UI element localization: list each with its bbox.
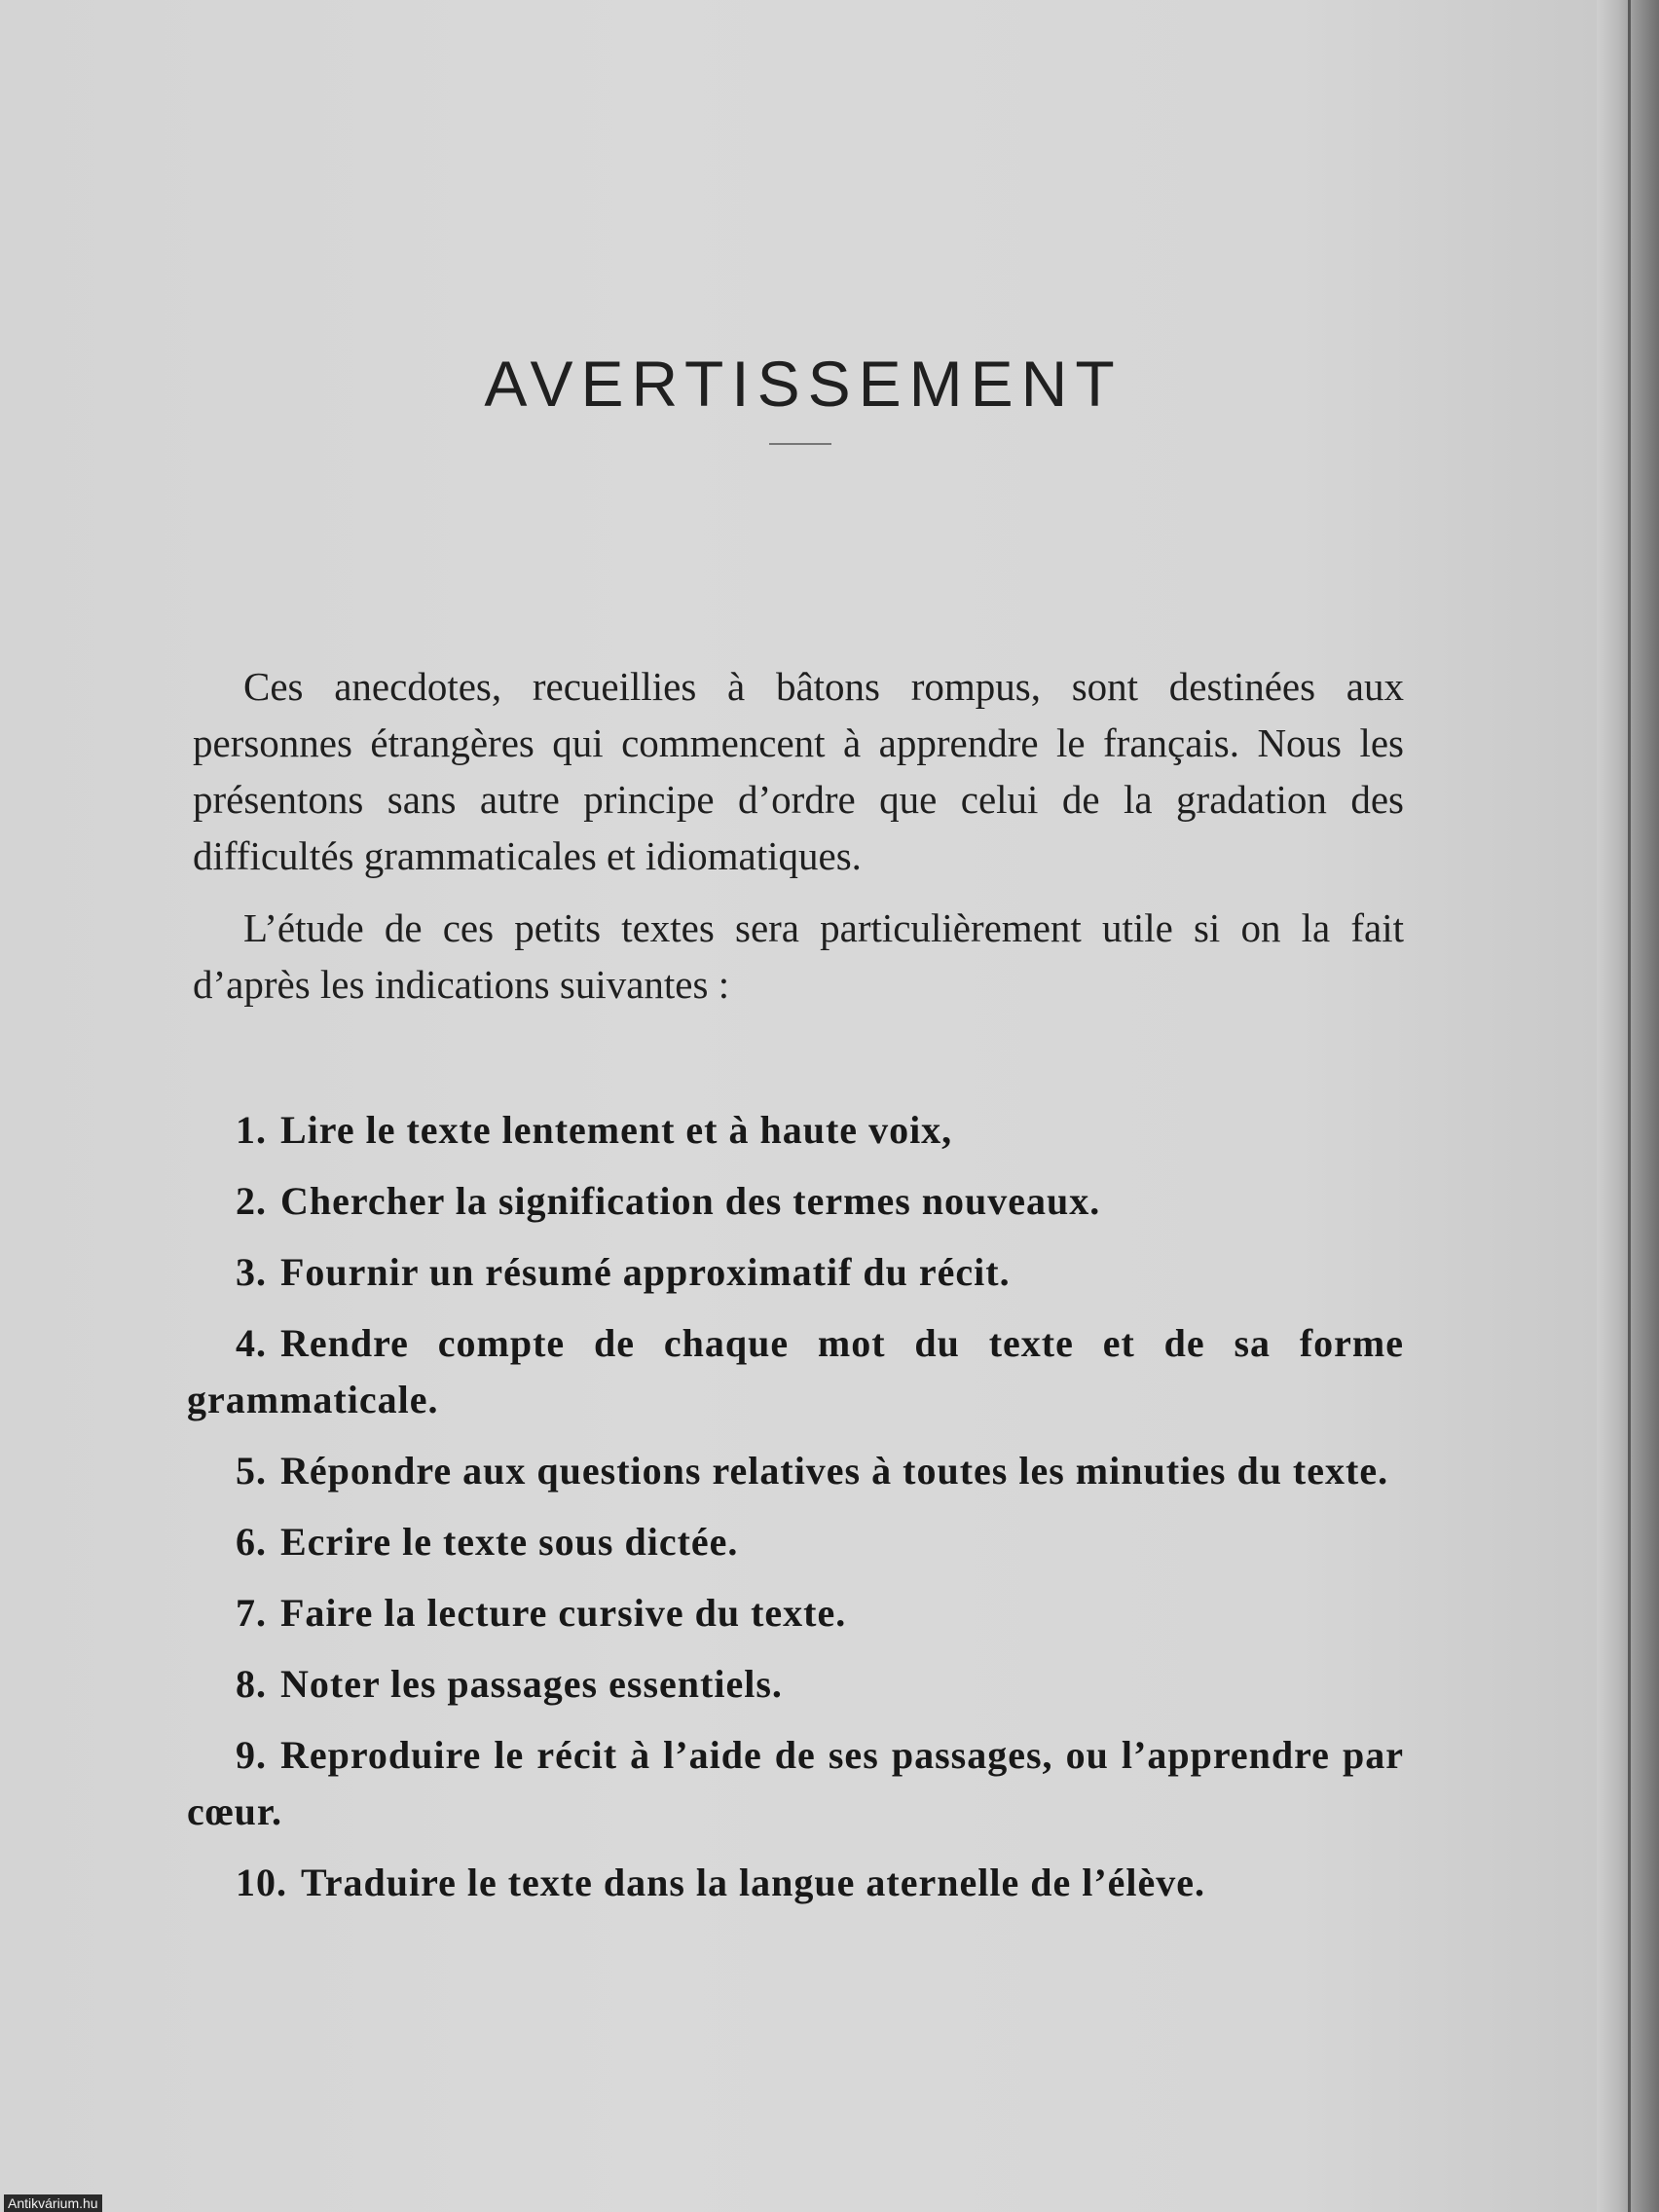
intro-text xyxy=(193,658,1404,1028)
instruction-text: Fournir un résumé approximatif du récit. xyxy=(280,1250,1011,1294)
instruction-text: Lire le texte lentement et à haute voix, xyxy=(280,1108,953,1152)
instruction-item-9 xyxy=(187,1727,1404,1840)
instruction-item-3 xyxy=(187,1244,1404,1301)
instruction-item-4 xyxy=(187,1315,1404,1428)
watermark: Antikvárium.hu xyxy=(4,2194,102,2212)
instruction-number: 1. xyxy=(236,1108,267,1152)
instruction-list xyxy=(187,1102,1404,1926)
instruction-number: 10. xyxy=(236,1861,287,1904)
instruction-text: Ecrire le texte sous dictée. xyxy=(280,1520,739,1564)
instruction-text: Rendre compte de chaque mot du texte et de sa forme grammaticale. xyxy=(187,1321,1404,1421)
instruction-text: Traduire le texte dans la langue aternelle de l’élève. xyxy=(301,1861,1206,1904)
instruction-item-1 xyxy=(187,1102,1404,1159)
instruction-item-5 xyxy=(187,1443,1404,1499)
instruction-number: 4. xyxy=(236,1321,267,1365)
instruction-number: 5. xyxy=(236,1449,267,1493)
instruction-text: Reproduire le récit à l’aide de ses passages, ou l’apprendre par cœur. xyxy=(187,1733,1404,1833)
intro-paragraph-2: L’étude de ces petits textes sera particulièrement utile si on la fait d’après les indications suivantes : xyxy=(193,905,1404,1007)
instruction-number: 6. xyxy=(236,1520,267,1564)
instruction-text: Noter les passages essentiels. xyxy=(280,1662,783,1706)
intro-paragraph-1: Ces anecdotes, recueillies à bâtons rompus, sont destinées aux personnes étrangères qui commencent à apprendre le français. Nous les présentons sans autre principe d’ordre que celui de la gradation des difficultés grammaticales et idiomatiques. xyxy=(193,664,1404,878)
instruction-item-8 xyxy=(187,1656,1404,1713)
page-title: AVERTISSEMENT xyxy=(484,348,1123,421)
instruction-item-2 xyxy=(187,1173,1404,1230)
book-binding-edge xyxy=(1628,0,1631,2212)
instruction-number: 7. xyxy=(236,1591,267,1635)
instruction-number: 3. xyxy=(236,1250,267,1294)
instruction-text: Faire la lecture cursive du texte. xyxy=(280,1591,847,1635)
instruction-item-7 xyxy=(187,1585,1404,1641)
title-divider xyxy=(769,443,831,445)
instruction-text: Chercher la signification des termes nouveaux. xyxy=(280,1179,1101,1223)
instruction-number: 8. xyxy=(236,1662,267,1706)
instruction-text: Répondre aux questions relatives à toutes les minuties du texte. xyxy=(280,1449,1389,1493)
instruction-item-6 xyxy=(187,1514,1404,1570)
instruction-item-10 xyxy=(187,1855,1404,1911)
instruction-number: 9. xyxy=(236,1733,267,1777)
instruction-number: 2. xyxy=(236,1179,267,1223)
